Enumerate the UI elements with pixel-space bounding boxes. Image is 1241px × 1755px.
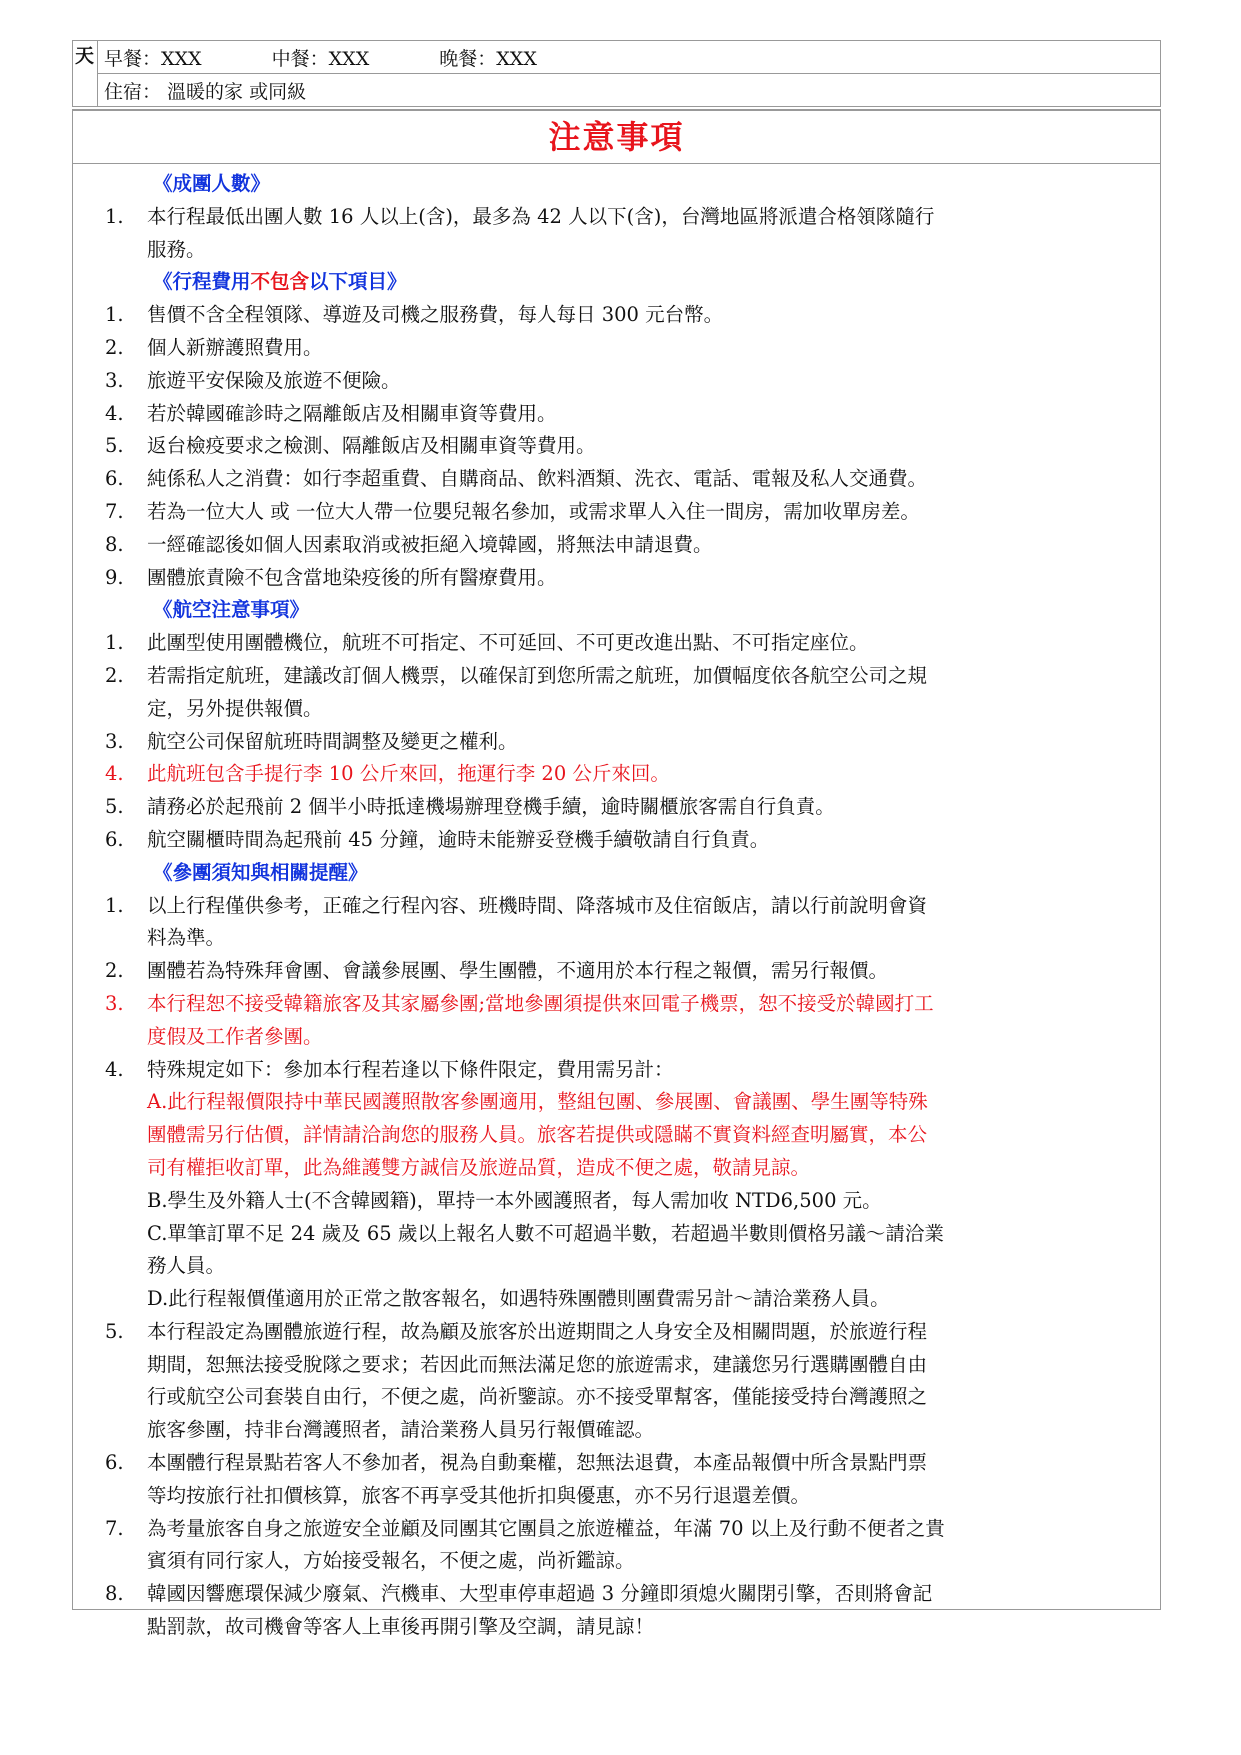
lodging: 住宿： 溫暖的家 或同級 [98, 74, 1161, 107]
lunch: 中餐：XXX [271, 47, 370, 70]
list-item-continuation: 服務。 [147, 237, 206, 261]
list-item: 8. 韓國因響應環保減少廢氣、汽機車、大型車停車超過 3 分鐘即須熄火關閉引擎，否則將會記 [105, 1582, 933, 1606]
list-item: 6. 純係私人之消費：如行李超重費、自購商品、飲料酒類、洗衣、電話、電報及私人交通費。 [105, 467, 928, 491]
list-item-highlight: 3. 本行程恕不接受韓籍旅客及其家屬參團;當地參團須提供來回電子機票，恕不接受於韓國打工 [105, 991, 934, 1015]
breakfast: 早餐：XXX [104, 47, 202, 70]
list-item: 5. 請務必於起飛前 2 個半小時抵達機場辦理登機手續，逾時關櫃旅客需自行負責。 [105, 795, 835, 819]
list-item-highlight: 4. 此航班包含手提行李 10 公斤來回，拖運行李 20 公斤來回。 [105, 762, 670, 786]
day-label: 天 [73, 41, 98, 107]
list-item: 4. 特殊規定如下：參加本行程若逢以下條件限定，費用需另計： [105, 1057, 674, 1081]
list-item: 3. 航空公司保留航班時間調整及變更之權利。 [105, 729, 518, 753]
list-item: 2. 團體若為特殊拜會團、會議參展團、學生團體，不適用於本行程之報價，需另行報價。 [105, 959, 889, 983]
list-item: 1. 此團型使用團體機位，航班不可指定、不可延回、不可更改進出點、不可指定座位。 [105, 631, 869, 655]
list-item: 7. 為考量旅客自身之旅遊安全並顧及同團其它團員之旅遊權益，年滿 70 以上及行動不便者之貴 [105, 1516, 945, 1540]
sub-item-a: A.此行程報價限持中華民國護照散客參團適用，整組包團、參展團、會議團、學生團等特殊 [147, 1090, 928, 1114]
list-item: 2. 若需指定航班，建議改訂個人機票，以確保訂到您所需之航班，加價幅度依各航空公司之規 [105, 663, 928, 687]
sub-item-b: B.學生及外籍人士(不含韓國籍)，單持一本外國護照者，每人需加收 NTD6,500 元。 [147, 1188, 882, 1212]
list-item: 3. 旅遊平安保險及旅遊不便險。 [105, 368, 401, 392]
page [72, 40, 1161, 1639]
list-item-continuation: 料為準。 [147, 926, 226, 950]
notice-box [72, 109, 1161, 1639]
list-item-continuation: 點罰款，故司機會等客人上車後再開引擎及空調，請見諒！ [147, 1615, 655, 1639]
list-item: 1. 以上行程僅供參考，正確之行程內容、班機時間、降落城市及住宿飯店，請以行前說明會資 [105, 893, 928, 917]
list-item-continuation: 度假及工作者參團。 [147, 1024, 323, 1048]
list-item: 2. 個人新辦護照費用。 [105, 335, 323, 359]
list-item: 4. 若於韓國確診時之隔離飯店及相關車資等費用。 [105, 401, 557, 425]
section-heading-group-size: 《成團人數》 [153, 172, 271, 195]
list-item: 6. 本團體行程景點若客人不參加者，視為自動棄權，恕無法退費，本產品報價中所含景點門票 [105, 1451, 928, 1475]
section-heading-tour-reminders: 《參團須知與相關提醒》 [153, 860, 368, 884]
sub-item-a-continuation: 團體需另行估價，詳情請洽詢您的服務人員。旅客若提供或隱瞞不實資料經查明屬實，本公 [147, 1123, 928, 1147]
list-item: 1. 售價不含全程領隊、導遊及司機之服務費，每人每日 300 元台幣。 [105, 303, 724, 327]
list-item-continuation: 旅客參團，持非台灣護照者，請洽業務人員另行報價確認。 [147, 1418, 655, 1442]
list-item: 8. 一經確認後如個人因素取消或被拒絕入境韓國，將無法申請退費。 [105, 532, 713, 556]
list-item: 5. 返台檢疫要求之檢測、隔離飯店及相關車資等費用。 [105, 434, 596, 458]
section-heading-flight-notes: 《航空注意事項》 [153, 598, 310, 622]
notice-title: 注意事項 [73, 111, 1160, 164]
list-item-continuation: 賓須有同行家人，方始接受報名，不便之處，尚祈鑑諒。 [147, 1549, 635, 1573]
sub-item-d: D.此行程報價僅適用於正常之散客報名，如遇特殊團體則團費需另計～請洽業務人員。 [147, 1287, 890, 1311]
sub-item-c-continuation: 務人員。 [147, 1254, 226, 1278]
sub-item-a-continuation: 司有權拒收訂單，此為維護雙方誠信及旅遊品質，造成不便之處，敬請見諒。 [147, 1155, 811, 1179]
list-item-continuation: 定，另外提供報價。 [147, 696, 323, 720]
notice-content [73, 164, 1160, 1644]
list-item: 5. 本行程設定為團體旅遊行程，故為顧及旅客於出遊期間之人身安全及相關問題，於旅遊行程 [105, 1319, 928, 1343]
list-item-continuation: 期間，恕無法接受脫隊之要求；若因此而無法滿足您的旅遊需求，建議您另行選購團體自由 [147, 1352, 928, 1376]
list-item-continuation: 等均按旅行社扣價核算，旅客不再享受其他折扣與優惠，亦不另行退還差價。 [147, 1483, 811, 1507]
list-item: 6. 航空關櫃時間為起飛前 45 分鐘，逾時未能辦妥登機手續敬請自行負責。 [105, 827, 770, 851]
itinerary-day-table [72, 40, 1161, 107]
list-item: 7. 若為一位大人 或 一位大人帶一位嬰兒報名參加，或需求單人入住一間房，需加收單房差。 [105, 499, 920, 523]
dinner: 晚餐：XXX [439, 47, 537, 70]
list-item-continuation: 行或航空公司套裝自由行，不便之處，尚祈鑒諒。亦不接受單幫客，僅能接受持台灣護照之 [147, 1385, 928, 1409]
list-item: 9. 團體旅責險不包含當地染疫後的所有醫療費用。 [105, 565, 557, 589]
section-heading-excluded-costs: 《行程費用不包含以下項目》 [153, 270, 407, 294]
meals-row [98, 41, 1161, 74]
sub-item-c: C.單筆訂單不足 24 歲及 65 歲以上報名人數不可超過半數，若超過半數則價格另議～請洽業 [147, 1221, 944, 1245]
list-item: 1. 本行程最低出團人數 16 人以上(含)，最多為 42 人以下(含)，台灣地區將派遣合格領隊隨行 [105, 204, 935, 228]
